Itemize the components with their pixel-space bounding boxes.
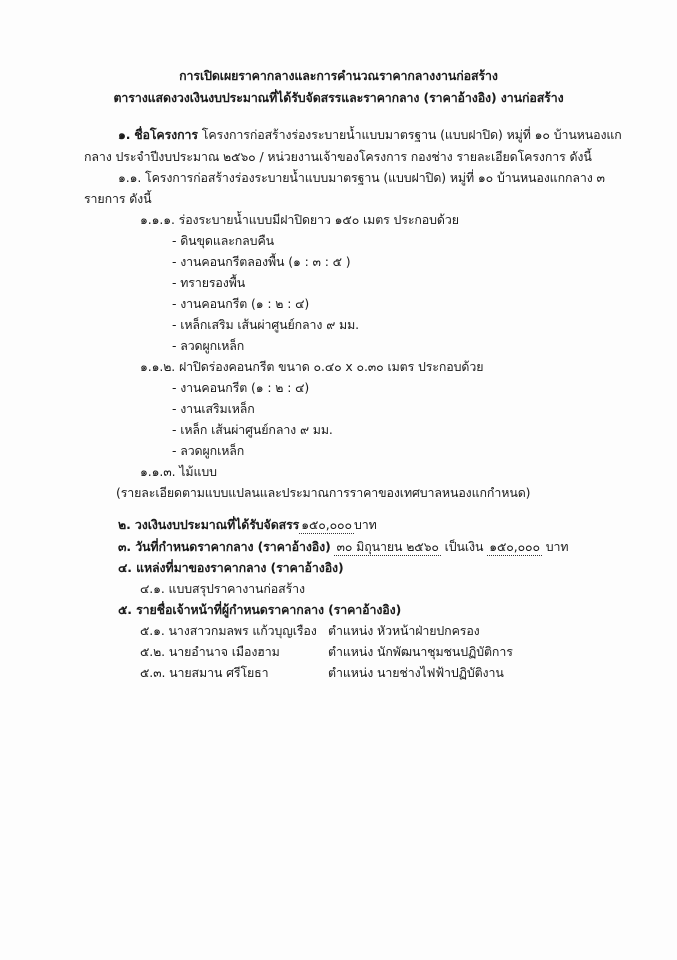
list-item: - ทรายรองพื้น — [172, 275, 246, 290]
staff-name: ๕.๓. นายสมาน ศรีโยธา — [140, 665, 269, 680]
list-item: - ดินขุดและกลบคืน — [172, 233, 274, 248]
section-1-text-a: โครงการก่อสร้างร่องระบายน้ำแบบมาตรฐาน (แบบฝาปิด) หมู่ที่ ๑๐ บ้านหนองแก — [201, 127, 622, 142]
section-4-item: ๔.๑. แบบสรุปราคางานก่อสร้าง — [140, 581, 305, 596]
list-item: - ลวดผูกเหล็ก — [172, 338, 245, 353]
section-5-label: ๕. รายชื่อเจ้าหน้าที่ผู้กำหนดราคากลาง (ราคาอ้างอิง) — [118, 602, 402, 617]
section-1-1-text-a: ๑.๑. โครงการก่อสร้างร่องระบายน้ำแบบมาตรฐาน (แบบฝาปิด) หมู่ที่ ๑๐ บ้านหนองแกกลาง ๓ — [118, 170, 605, 185]
doc-title-2: ตารางแสดงวงเงินงบประมาณที่ได้รับจัดสรรและราคากลาง (ราคาอ้างอิง) งานก่อสร้าง — [113, 90, 564, 105]
list-item: - งานคอนกรีต (๑ : ๒ : ๔) — [172, 296, 310, 311]
section-2-label: ๒. วงเงินงบประมาณที่ได้รับจัดสรร — [118, 517, 300, 532]
section-2-amount: ๑๕๐,๐๐๐ — [301, 517, 352, 532]
list-item: - ลวดผูกเหล็ก — [172, 443, 245, 458]
section-3-date: ๓๐ มิถุนายน ๒๕๖๐ — [336, 539, 439, 554]
list-item: - เหล็ก เส้นผ่าศูนย์กลาง ๙ มม. — [172, 422, 333, 437]
section-1-label: ชื่อโครงการ — [134, 127, 198, 142]
list-item: - เหล็กเสริม เส้นผ่าศูนย์กลาง ๙ มม. — [172, 317, 359, 332]
section-3-label: ๓. วันที่กำหนดราคากลาง (ราคาอ้างอิง) — [118, 539, 331, 554]
section-1-text-b: กลาง ประจำปีงบประมาณ ๒๕๖๐ / หน่วยงานเจ้าของโครงการ กองช่าง รายละเอียดโครงการ ดังนี้ — [84, 149, 592, 164]
staff-name: ๕.๒. นายอำนาจ เมืองฮาม — [140, 644, 280, 659]
section-3-mid: เป็นเงิน — [444, 539, 484, 554]
staff-position: ตำแหน่ง นักพัฒนาชุมชนปฏิบัติการ — [328, 644, 513, 659]
section-1-line-1 — [118, 127, 622, 143]
section-1-1-text-b: รายการ ดังนี้ — [84, 191, 152, 206]
staff-name: ๕.๑. นางสาวกมลพร แก้วบุญเรือง — [140, 623, 317, 638]
section-1-note: (รายละเอียดตามแบบแปลนและประมาณการราคาของเทศบาลหนองแกกำหนด) — [116, 485, 531, 500]
section-3-line — [118, 539, 569, 556]
staff-position: ตำแหน่ง หัวหน้าฝ่ายปกครอง — [328, 623, 480, 638]
section-1-number: ๑. — [118, 127, 131, 142]
section-4-label: ๔. แหล่งที่มาของราคากลาง (ราคาอ้างอิง) — [118, 560, 344, 575]
item-1-1-3-heading: ๑.๑.๓. ไม้แบบ — [140, 464, 217, 479]
item-1-1-2-heading: ๑.๑.๒. ฝาปิดร่องคอนกรีต ขนาด ๐.๔๐ x ๐.๓๐ เมตร ประกอบด้วย — [140, 359, 484, 374]
doc-title-1: การเปิดเผยราคากลางและการคำนวณราคากลางงานก่อสร้าง — [179, 68, 498, 83]
section-3-unit: บาท — [545, 539, 569, 554]
section-3-amount: ๑๕๐,๐๐๐ — [489, 539, 540, 554]
list-item: - งานเสริมเหล็ก — [172, 401, 255, 416]
list-item: - งานคอนกรีต (๑ : ๒ : ๔) — [172, 380, 310, 395]
staff-position: ตำแหน่ง นายช่างไฟฟ้าปฏิบัติงาน — [328, 665, 504, 680]
list-item: - งานคอนกรีตลองพื้น (๑ : ๓ : ๕ ) — [172, 254, 351, 269]
section-2-unit: บาท — [353, 517, 377, 532]
item-1-1-1-heading: ๑.๑.๑. ร่องระบายน้ำแบบมีฝาปิดยาว ๑๕๐ เมตร ประกอบด้วย — [140, 212, 459, 227]
section-2-line — [118, 517, 377, 534]
